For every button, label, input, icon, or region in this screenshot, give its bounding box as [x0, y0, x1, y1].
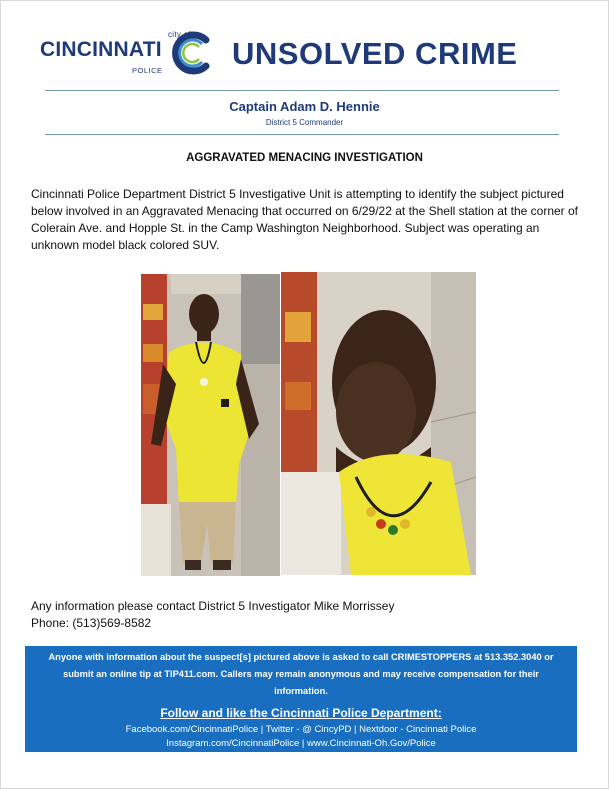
logo-city-of: city of	[168, 30, 191, 39]
social-links-line-2: Instagram.com/CincinnatiPolice | www.Cincinnati-Oh.Gov/Police	[166, 738, 436, 749]
investigation-heading: AGGRAVATED MENACING INVESTIGATION	[186, 152, 423, 164]
logo-city-name: CINCINNATI	[40, 38, 162, 61]
header-rule-bottom	[45, 134, 559, 135]
logo-c-emblem-icon	[166, 28, 216, 78]
suspect-photo-full-body	[141, 274, 280, 576]
contact-info	[31, 598, 394, 632]
follow-heading: Follow and like the Cincinnati Police Department:	[160, 706, 442, 720]
commander-title: District 5 Commander	[265, 118, 344, 127]
social-links	[25, 723, 577, 751]
investigation-description: Cincinnati Police Department District 5 Investigative Unit is attempting to identify the subject pictured below involved in an Aggravated Menacing that occurred on 6/29/22 at the Shell station at the corner of Colerain Ave. and Hopple St. in the Camp Washington Neighborhood. Subject was operating an unknown model black colored SUV.	[31, 187, 579, 252]
crimestoppers-tip-text: Anyone with information about the suspect[s] pictured above is asked to call CRIMESTOPPERS at 513.352.3040 or submit an online tip at TIP411.com. Callers may remain anonymous and may receive compensation for their information.	[48, 652, 554, 696]
contact-investigator: Any information please contact District 5 Investigator Mike Morrissey	[31, 599, 395, 613]
contact-phone: Phone: (513)569-8582	[31, 616, 152, 630]
crimestoppers-banner	[25, 646, 577, 752]
logo-department: POLICE	[132, 66, 163, 75]
social-links-line-1: Facebook.com/CincinnatiPolice | Twitter - @ CincyPD | Nextdoor - Cincinnati Police	[125, 724, 477, 735]
captain-name: Captain Adam D. Hennie	[229, 99, 380, 114]
page-title: UNSOLVED CRIME	[232, 36, 518, 71]
header-rule-top	[45, 90, 559, 91]
suspect-photo-closeup	[281, 272, 476, 575]
cincinnati-police-logo	[40, 28, 215, 80]
